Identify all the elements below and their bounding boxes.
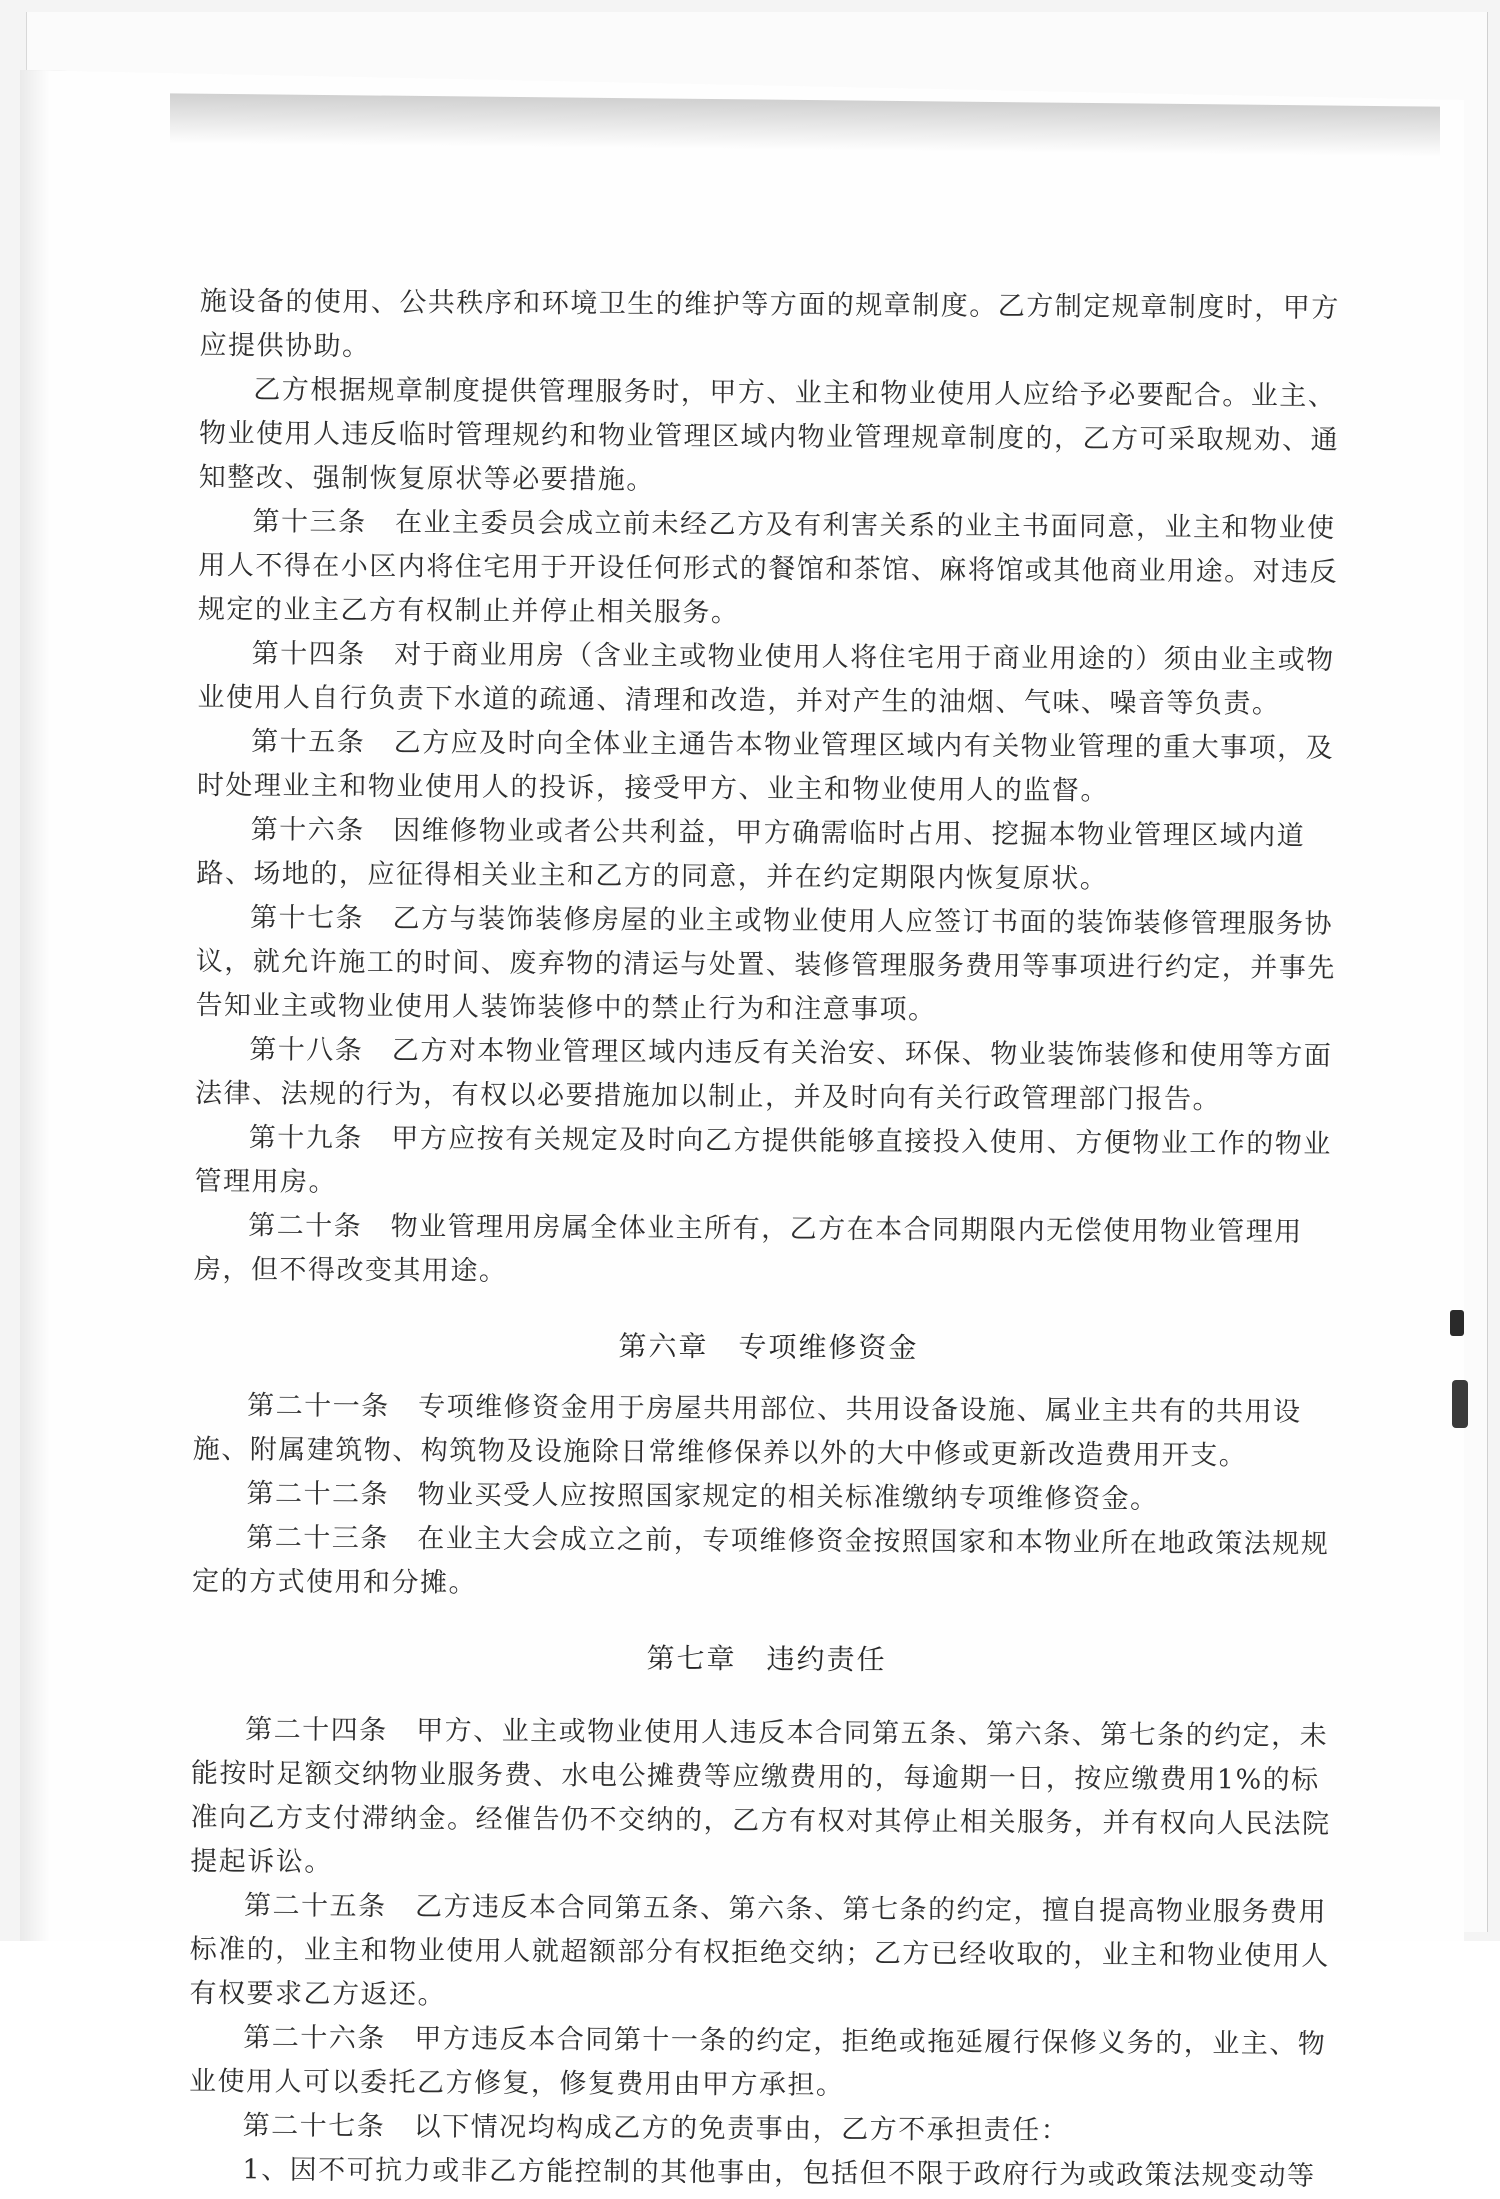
page-fold-shadow (20, 70, 50, 1941)
article-25: 第二十五条 乙方违反本合同第五条、第六条、第七条的约定，擅自提高物业服务费用标准的，业主和物业使用人就超额部分有权拒绝交纳；乙方已经收取的，业主和物业使用人有权要求乙方返还。 (189, 1890, 1330, 2011)
binding-mark (1450, 1310, 1464, 1336)
chapter-heading-7: 第七章 违约责任 (646, 1641, 887, 1677)
article-21: 第二十一条 专项维修资金用于房屋共用部位、共用设备设施、属业主共有的共用设施、附属建筑物、构筑物及设施除日常维修保养以外的大中修或更新改造费用开支。 (192, 1390, 1302, 1472)
article-15: 第十五条 乙方应及时向全体业主通告本物业管理区域内有关物业管理的重大事项，及时处理业主和物业使用人的投诉，接受甲方、业主和物业使用人的监督。 (196, 726, 1335, 807)
article-24: 第二十四条 甲方、业主或物业使用人违反本合同第五条、第六条、第七条的约定，未能按时足额交纳物业服务费、水电公摊费等应缴费用的，每逾期一日，按应缴费用1%的标准向乙方支付滞纳金。经催告仍不交纳的，乙方有权对其停止相关服务，并有权向人民法院提起诉讼。 (190, 1714, 1331, 1878)
chapter-heading-6: 第六章 专项维修资金 (618, 1329, 919, 1365)
contract-text (188, 280, 1350, 2192)
binding-marks (1446, 1300, 1476, 1440)
article-20: 第二十条 物业管理用房属全体业主所有，乙方在本合同期限内无偿使用物业管理用房，但不得改变其用途。 (193, 1210, 1303, 1287)
paragraph: 乙方根据规章制度提供管理服务时，甲方、业主和物业使用人应给予必要配合。业主、物业使用人违反临时管理规约和物业管理区域内物业管理规章制度的，乙方可采取规劝、通知整改、强制恢复原状等必要措施。 (198, 374, 1340, 496)
article-17: 第十七条 乙方与装饰装修房屋的业主或物业使用人应签订书面的装饰装修管理服务协议，就允许施工的时间、废弃物的清运与处置、装修管理服务费用等事项进行约定，并事先告知业主或物业使用人装饰装修中的禁止行为和注意事项。 (195, 902, 1336, 1026)
article-16: 第十六条 因维修物业或者公共利益，甲方确需临时占用、挖掘本物业管理区域内道路、场地的，应征得相关业主和乙方的同意，并在约定期限内恢复原状。 (196, 814, 1306, 895)
paragraph: 施设备的使用、公共秩序和环境卫生的维护等方面的规章制度。乙方制定规章制度时，甲方应提供协助。 (199, 285, 1340, 363)
article-26: 第二十六条 甲方违反本合同第十一条的约定，拒绝或拖延履行保修义务的，业主、物业使用人可以委托乙方修复，修复费用由甲方承担。 (188, 2022, 1327, 2101)
binding-mark (1452, 1380, 1468, 1428)
article-13: 第十三条 在业主委员会成立前未经乙方及有利害关系的业主书面同意，业主和物业使用人不得在小区内将住宅用于开设任何形式的餐馆和茶馆、麻将馆或其他商业用途。对违反规定的业主乙方有权制止并停止相关服务。 (197, 506, 1339, 629)
article-27: 第二十七条 以下情况均构成乙方的免责事由，乙方不承担责任： (242, 2110, 1070, 2147)
article-23: 第二十三条 在业主大会成立之前，专项维修资金按照国家和本物业所在地政策法规规定的方式使用和分摊。 (191, 1522, 1330, 1599)
list-item: 1、因不可抗力或非乙方能控制的其他事由，包括但不限于政府行为或政策法规变动等 (242, 2154, 1316, 2192)
article-14: 第十四条 对于商业用房（含业主或物业使用人将住宅用于商业用途的）须由业主或物业使用人自行负责下水道的疏通、清理和改造，并对产生的油烟、气味、噪音等负责。 (197, 638, 1335, 720)
article-19: 第十九条 甲方应按有关规定及时向乙方提供能够直接投入使用、方便物业工作的物业管理用房。 (194, 1122, 1332, 1198)
article-18: 第十八条 乙方对本物业管理区域内违反有关治安、环保、物业装饰装修和使用等方面法律、法规的行为，有权以必要措施加以制止，并及时向有关行政管理部门报告。 (194, 1034, 1333, 1116)
article-22: 第二十二条 物业买受人应按照国家规定的相关标准缴纳专项维修资金。 (246, 1478, 1159, 1515)
